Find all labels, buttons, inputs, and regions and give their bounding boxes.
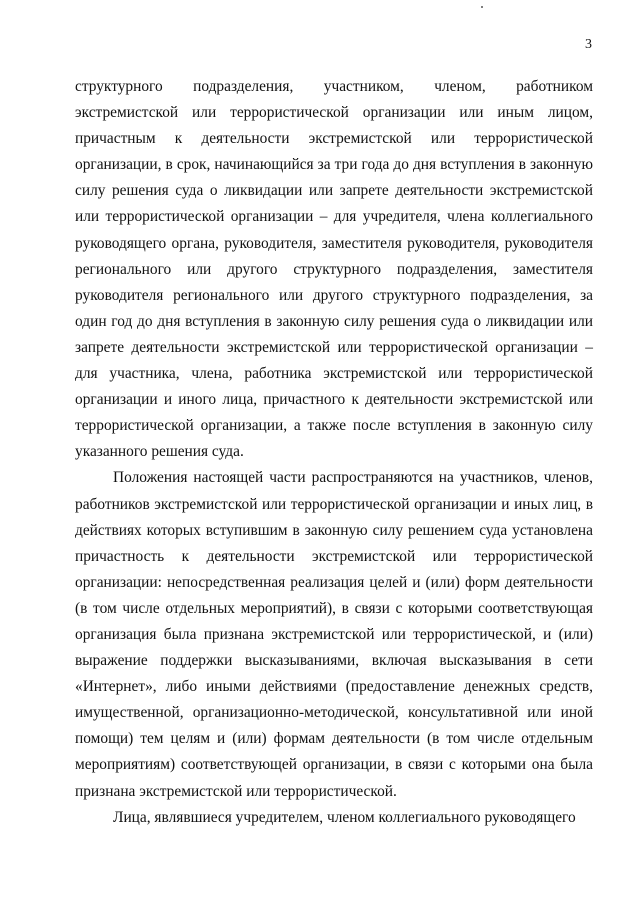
paragraph-provisions: Положения настоящей части распространяются на участников, членов, работников экстремистской или террористической организации и иных лиц, в действиях которых вступившим в законную силу решением суда установлена причастность к деятельности экстремистской или террористической организации: непосредственная реализация целей и (или) форм деятельности (в том числе отдельных мероприятий), в связи с которыми соответствующая организация была признана экстремистской или террористической, и (или) выражение поддержки высказываниями, включая высказывания в сети «Интернет», либо иными действиями (предоставление денежных средств, имущественной, организационно-методической, консультативной или иной помощи) тем целям и (или) формам деятельности (в том числе отдельным мероприятиям) соответствующей организации, в связи с которыми она была признана экстремистской или террористической. — [75, 469, 593, 800]
document-body — [75, 74, 593, 831]
paragraph-continuation: структурного подразделения, участником, членом, работником экстремистской или террористической организации или иным лицом, причастным к деятельности экстремистской или террористической организации, в срок, начинающийся за три года до дня вступления в законную силу решения суда о ликвидации или запрете деятельности экстремистской или террористической организации – для учредителя, члена коллегиального руководящего органа, руководителя, заместителя руководителя, руководителя регионального или другого структурного подразделения, заместителя руководителя регионального или другого структурного подразделения, за один год до дня вступления в законную силу решения суда о ликвидации или запрете деятельности экстремистской или террористической организации – для участника, члена, работника экстремистской или террористической организации и иного лица, причастного к деятельности экстремистской или террористической организации, а также после вступления в законную силу указанного решения суда. — [75, 78, 593, 461]
paragraph-persons: Лица, являвшиеся учредителем, членом коллегиального руководящего — [113, 808, 576, 826]
page-number: 3 — [585, 37, 592, 52]
scan-speck — [481, 6, 483, 8]
